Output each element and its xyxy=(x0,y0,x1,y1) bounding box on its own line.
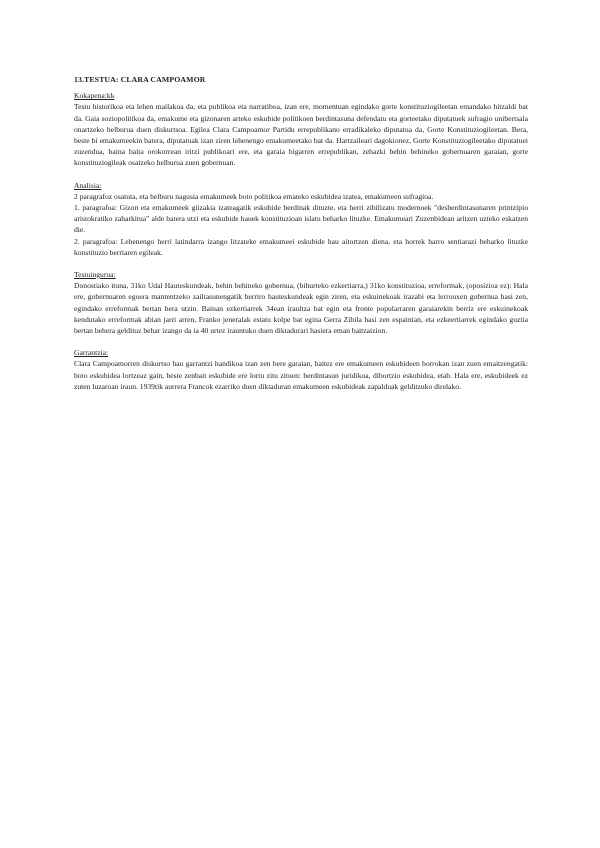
paragraph: Clara Campoamorren diskurtso hau garrantzi handikoa izan zen bere garaian, baitez ere emakumeen eskubideen borrokan izan zuen emaitzengatik: boto eskubidea lortzeaz gain, beste zenbait eskubide ere lortu zitu zituen: berdintasun juridikoa, dibortzio eskubidea, etab. Hala ere, eskubideek ez zuten luzaroan iraun. 1939tik aurrera Francok ezarriko duen diktaduran emakumeen eskubideak zapalduak gelditzuko direlako. xyxy=(74,359,528,391)
section-kokapena xyxy=(74,90,528,168)
section-heading: Garrantzia: xyxy=(74,348,109,358)
document-title: 13.TESTUA: CLARA CAMPOAMOR xyxy=(74,75,206,84)
section-heading: Kokapena:kk xyxy=(74,91,115,101)
paragraph: 1. paragrafoa: Gizon eta emakumeek giizakia izateagatik eskubide berdinak dituzte, eta herri zibilizatu modernoek "desberdintasunaren printzipio aristokratiko zaharkitua" alde batera utzi eta eskubide hauek konstituzioan islatu beharko lituzke. Emakumeari Zuzenbidean aritzen uzteko eskatzen die. xyxy=(74,203,528,235)
section-heading: Testuingurua: xyxy=(74,270,116,280)
paragraph: 2 paragrafoz osatuta, eta helburu nagusia emakumeek boto politikoa emateko eskubidea izatea, emakumeen sufragioa. xyxy=(74,191,434,201)
document-page xyxy=(74,74,528,403)
paragraph: Testu historikoa eta lehen mailakoa da, eta publikoa eta narratiboa, izan ere, momentuan egindako gorte konstituziogileetan emandako hitzaldi bat da. Gaia soziopolitikoa da, emakume eta gizonaren arteko eskubide politikoen berdintasuna defendatu eta gorteetako diputatuek sufragio unibertsala onartzeko helburua duen diskurtsoa. Egilea Clara Campoamor Partidu errepublikano erradikaleko diputatua da, Gorte Konstituziogileetan. Bera, beste bi emakumeekin batera, diputatuak izan ziren lehenengo emakumeetako bat da. Hartzaileari dagokionez, Gorte Konstituziogileetako diputatuei zuzendua, baina baita orokorrean iritzi publikoari ere, eta garaia bigarren errepublikan, zehazki behin behineko gobernuaren garaian, gorte konstituziogileak osatzeko helburua zuen gobernuan. xyxy=(74,102,528,168)
paragraph: Donostiako ituna, 31ko Udal Hauteskundeak, behin behineko gobernua, (bihurteko ezkertiarra,) 31ko konstituzioa, erreformak, (oposizioa ez): Hala ere, gobernuaren egoera mantentzeko zailtasunengatik berriro hauteskundeak egin ziren, eta eskuinekoak irazabi eta lerrouxen gobernua hasi zen, egindako erreformak bertan bera utzin. Bainan ezkertiarrek 34ean iraultza bat egin eta fronte popularraren garaiarekin berriz ere eskuinekoak kendutako erreformak abian jarri arren, Franko jeneralak estatu kolpe bat egina Gerra Zibila hasi zen espainian, eta ezkeertiarrek egindako guztia bertan behera geldituz behar izango da ia 40 urtez irauntuko duen diktadurari hasiera eman baitzaizion. xyxy=(74,281,528,336)
section-analisia xyxy=(74,180,528,258)
section-heading: Analisia: xyxy=(74,180,102,190)
section-garrantzia xyxy=(74,347,528,392)
section-testuingurua xyxy=(74,269,528,336)
paragraph: 2. paragrafoa: Lehenengo herri latindarra izango litzateke emakumeei eskubide hau aitortzen diena, eta horrek harro sentiarazi beharko lituzke konstituzio berriaren egileak. xyxy=(74,236,528,257)
